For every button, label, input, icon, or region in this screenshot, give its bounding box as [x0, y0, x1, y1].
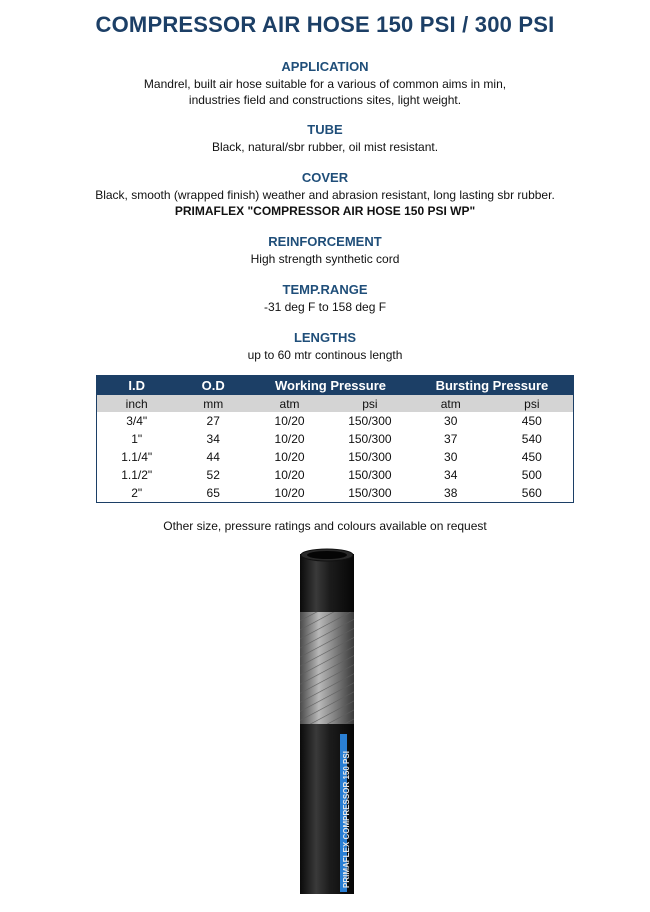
table-cell: 150/300: [348, 450, 392, 464]
table-cell: 52: [206, 468, 220, 482]
table-cell: 10/20: [274, 486, 305, 500]
table-cell: 150/300: [348, 486, 392, 500]
unit-cell: psi: [491, 395, 574, 412]
unit-cell: mm: [176, 395, 250, 412]
table-cell: 65: [206, 486, 220, 500]
table-row: [97, 484, 574, 503]
lengths-text: up to 60 mtr continous length: [247, 348, 403, 362]
table-cell: 10/20: [274, 468, 305, 482]
reinforcement-text: High strength synthetic cord: [250, 252, 400, 266]
table-cell: 1": [131, 432, 143, 446]
table-cell: 10/20: [274, 432, 305, 446]
reinforcement-heading: REINFORCEMENT: [268, 234, 382, 249]
cover-text: Black, smooth (wrapped finish) weather and abrasion resistant, long lasting sbr rubber.: [95, 188, 555, 202]
table-row: [97, 466, 574, 484]
table-row: [97, 448, 574, 466]
cover-product-name: PRIMAFLEX "COMPRESSOR AIR HOSE 150 PSI WP": [174, 204, 476, 218]
table-cell: 150/300: [348, 432, 392, 446]
temp-range-heading: TEMP.RANGE: [282, 282, 368, 297]
cover-heading: COVER: [301, 170, 349, 185]
table-cell: 450: [521, 414, 542, 428]
table-cell: 1.1/4": [121, 450, 153, 464]
header-id: I.D: [97, 376, 177, 396]
tube-text: Black, natural/sbr rubber, oil mist resistant.: [211, 140, 439, 154]
table-cell: 30: [444, 450, 458, 464]
table-row: [97, 412, 574, 430]
temp-range-text: -31 deg F to 158 deg F: [263, 300, 387, 314]
header-working-pressure: Working Pressure: [250, 376, 411, 396]
unit-cell: inch: [97, 395, 177, 412]
unit-cell: atm: [411, 395, 491, 412]
table-cell: 10/20: [274, 414, 305, 428]
table-cell: 30: [444, 414, 458, 428]
tube-section: [0, 122, 650, 155]
unit-cell: atm: [250, 395, 329, 412]
application-heading: APPLICATION: [281, 59, 369, 74]
tube-heading: TUBE: [307, 122, 343, 137]
table-row: [97, 430, 574, 448]
page-title: COMPRESSOR AIR HOSE 150 PSI / 300 PSI: [95, 12, 555, 37]
spec-table: [96, 375, 574, 503]
table-cell: 34: [206, 432, 220, 446]
table-cell: 38: [444, 486, 458, 500]
unit-cell: psi: [329, 395, 411, 412]
table-cell: 37: [444, 432, 458, 446]
temp-range-section: [0, 282, 650, 315]
hose-product-image: [300, 548, 354, 894]
table-cell: 2": [131, 486, 143, 500]
application-section: [0, 59, 650, 108]
table-units-row: [97, 395, 574, 412]
header-od: O.D: [176, 376, 250, 396]
cover-section: [0, 170, 650, 219]
availability-note: Other size, pressure ratings and colours available on request: [163, 519, 487, 533]
table-cell: 500: [521, 468, 542, 482]
application-line-1: Mandrel, built air hose suitable for a various of common aims in min,: [143, 77, 507, 91]
reinforcement-section: [0, 234, 650, 267]
table-cell: 540: [521, 432, 542, 446]
table-cell: 560: [521, 486, 542, 500]
lengths-heading: LENGTHS: [293, 330, 357, 345]
table-cell: 3/4": [126, 414, 148, 428]
table-cell: 150/300: [348, 414, 392, 428]
table-cell: 34: [444, 468, 458, 482]
lengths-section: [0, 330, 650, 363]
table-cell: 150/300: [348, 468, 392, 482]
table-cell: 1.1/2": [121, 468, 153, 482]
table-cell: 450: [521, 450, 542, 464]
hose-label: PRIMAFLEX COMPRESSOR 150 PSI: [342, 751, 351, 888]
table-cell: 10/20: [274, 450, 305, 464]
table-cell: 44: [206, 450, 220, 464]
table-header-row: [97, 376, 574, 396]
table-cell: 27: [206, 414, 220, 428]
header-bursting-pressure: Bursting Pressure: [411, 376, 574, 396]
application-line-2: industries field and constructions sites, light weight.: [188, 93, 462, 107]
